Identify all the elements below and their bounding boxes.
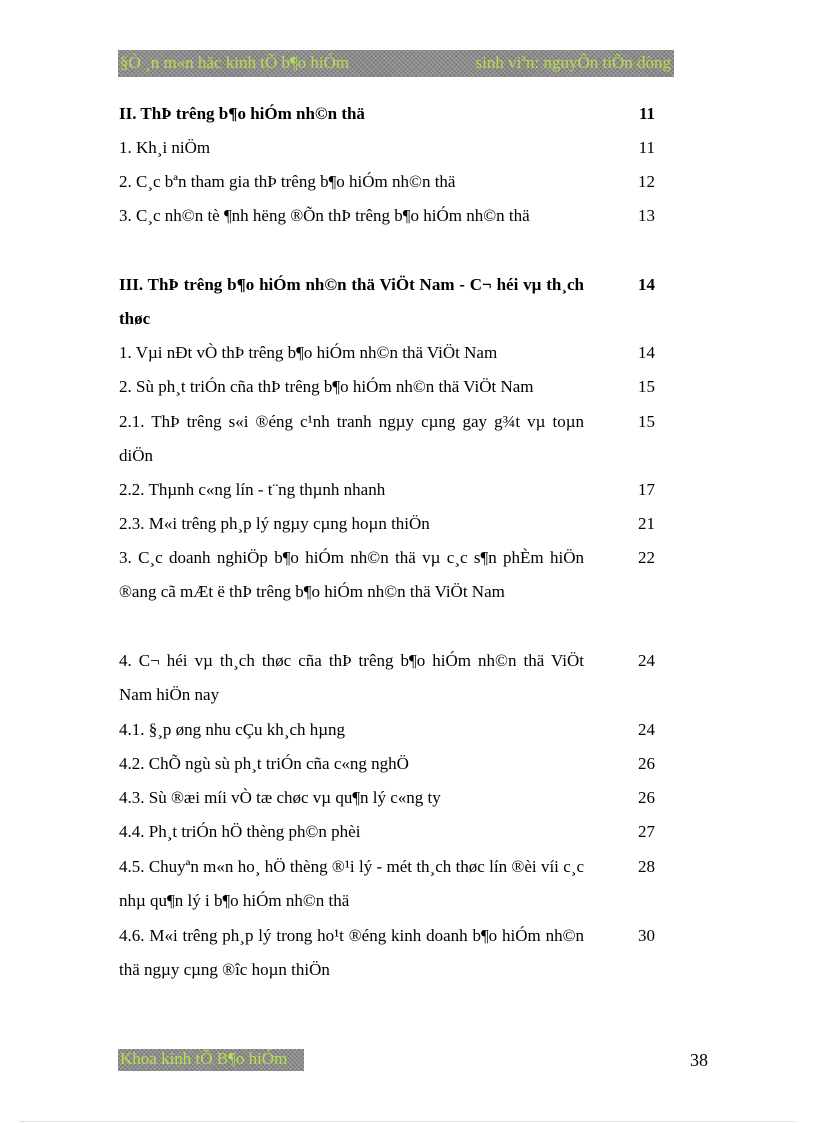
toc-entry-title: 4.4. Ph¸t triÓn hÖ thèng ph©n phèi — [119, 822, 361, 841]
toc-entry-page: 17 — [638, 480, 655, 499]
toc-entry-page: 14 — [638, 275, 655, 294]
toc-entry — [119, 268, 659, 336]
toc-entry — [119, 644, 659, 712]
toc-entry-title: II. ThÞ trêng b¶o hiÓm nh©n thä — [119, 104, 365, 123]
toc-entry — [119, 97, 659, 131]
toc-entry-page: 11 — [638, 104, 655, 123]
toc-entry-page: 11 — [638, 138, 655, 157]
toc-entry-title: 4. C¬ héi vµ th¸ch thøc cña thÞ trêng b¶o hiÓm nh©n thä ViÖt Nam hiÖn nay — [119, 651, 584, 704]
header-student-name: sinh viªn: nguyÔn tiÕn dòng — [475, 53, 671, 72]
toc-entry — [119, 199, 659, 233]
toc-entry — [119, 713, 659, 747]
toc-entry-title: 2.3. M«i trêng ph¸p lý ngµy cµng hoµn thiÖn — [119, 514, 430, 533]
toc-entry — [119, 336, 659, 370]
toc-entry — [119, 370, 659, 404]
toc-entry-page: 21 — [638, 514, 655, 533]
toc-entry-title: 4.6. M«i trêng ph¸p lý trong ho¹t ®éng kinh doanh b¶o hiÓm nh©n thä ngµy cµng ®îc hoµn thiÖn — [119, 926, 584, 979]
toc-entry — [119, 405, 659, 473]
toc-entry-page: 24 — [638, 720, 655, 739]
toc-entry-title: 2.1. ThÞ trêng s«i ®éng c¹nh tranh ngµy cµng gay g¾t vµ toµn diÖn — [119, 412, 584, 465]
toc-entry — [119, 131, 659, 165]
toc-entry-title: 3. C¸c doanh nghiÖp b¶o hiÓm nh©n thä vµ c¸c s¶n phÈm hiÖn ®ang cã mÆt ë thÞ trêng b¶o hiÓm nh©n thä ViÖt Nam — [119, 548, 584, 601]
toc-entry-title: 4.2. ChÕ ngù sù ph¸t triÓn cña c«ng nghÖ — [119, 754, 409, 773]
toc-entry-title: 1. Vµi nÐt vÒ thÞ trêng b¶o hiÓm nh©n thä ViÖt Nam — [119, 343, 498, 362]
toc-entry-title: 3. C¸c nh©n tè ¶nh hëng ®Õn thÞ trêng b¶o hiÓm nh©n thä — [119, 206, 530, 225]
toc-entry-title: III. ThÞ trêng b¶o hiÓm nh©n thä ViÖt Nam - C¬ héi vµ th¸ch thøc — [119, 275, 584, 328]
toc-entry-title: 4.5. Chuyªn m«n ho¸ hÖ thèng ®¹i lý - mét th¸ch thøc lín ®èi víi c¸c nhµ qu¶n lý i b¶o hiÓm nh©n thä — [119, 857, 584, 910]
footer-faculty: Khoa kinh tÕ B¶o hiÓm — [120, 1049, 288, 1068]
toc-entry-title: 2.2. Thµnh c«ng lín - t¨ng thµnh nhanh — [119, 480, 386, 499]
toc-entry — [119, 507, 659, 541]
toc-entry — [119, 165, 659, 199]
toc-entry-page: 15 — [638, 377, 655, 396]
toc-entry — [119, 747, 659, 781]
toc-entry — [119, 919, 659, 987]
toc-entry-title: 2. Sù ph¸t triÓn cña thÞ trêng b¶o hiÓm nh©n thä ViÖt Nam — [119, 377, 534, 396]
toc-entry-title: 4.1. §¸p øng nhu cÇu kh¸ch hµng — [119, 720, 346, 739]
page-bottom-divider — [20, 1121, 796, 1122]
page-header — [118, 50, 674, 77]
toc-entry-page: 30 — [638, 926, 655, 945]
toc-entry-page: 27 — [638, 822, 655, 841]
toc-entry — [119, 541, 659, 609]
toc-entry — [119, 781, 659, 815]
toc-entry — [119, 473, 659, 507]
toc-entry-page: 14 — [638, 343, 655, 362]
toc-entry-page: 13 — [638, 206, 655, 225]
toc-entry-page: 26 — [638, 754, 655, 773]
toc-entry-page: 22 — [638, 548, 655, 567]
toc-entry — [119, 850, 659, 918]
page-number: 38 — [690, 1050, 708, 1070]
toc-entry-title: 2. C¸c bªn tham gia thÞ trêng b¶o hiÓm nh©n thä — [119, 172, 456, 191]
toc-entry — [119, 815, 659, 849]
toc-entry-page: 28 — [638, 857, 655, 876]
toc-entry-title: 4.3. Sù ®æi míi vÒ tæ chøc vµ qu¶n lý c«ng ty — [119, 788, 441, 807]
toc-entry-page: 26 — [638, 788, 655, 807]
page-footer — [118, 1049, 304, 1071]
header-course-title: §Ò ¸n m«n häc kinh tÕ b¶o hiÓm — [120, 53, 350, 72]
toc-entry-title: 1. Kh¸i niÖm — [119, 138, 211, 157]
toc-entry-page: 12 — [638, 172, 655, 191]
toc-entry-page: 15 — [638, 412, 655, 431]
toc-entry-page: 24 — [638, 651, 655, 670]
